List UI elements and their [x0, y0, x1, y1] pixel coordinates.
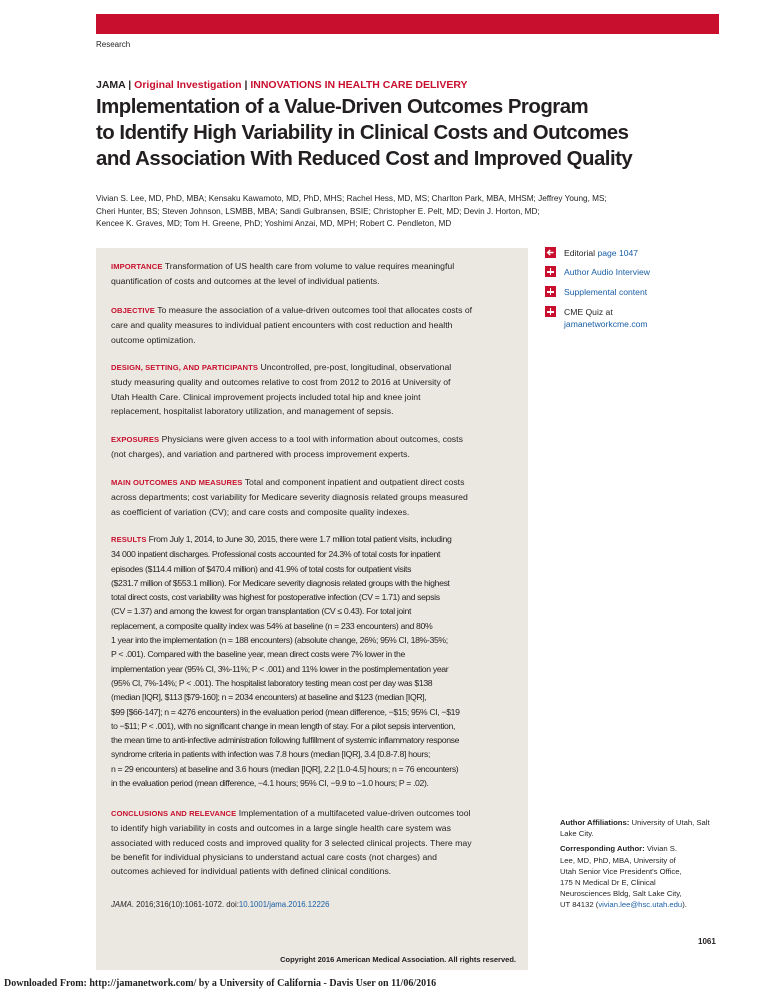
article-type[interactable]: Original Investigation — [134, 79, 242, 91]
abstract-results: RESULTS From July 1, 2014, to June 30, 2015, there were 1.7 million total patient visits, including 34 000 inpatient discharges. Professional costs accounted for 24.3% of total costs for inpatient episodes ($114.4 million of $470.4 million) and 41.9% of total costs for outpatient visits ($231.7 million of $553.1 million). For Medicare severity diagnosis related groups with the highest total direct costs, cost variability was highest for postoperative infection (CV = 1.71) and sepsis (CV = 1.37) and among the lowest for organ transplantation (CV ≤ 0.43). For total joint replacement, a composite quality index was 54% at baseline (n = 233 encounters) and 80% 1 year into the implementation (n = 188 encounters) (absolute change, 26%; 95% CI, 18%-35%; P < .001). Compared with the baseline year, mean direct costs were 7% lower in the implementation year (95% CI, 3%-11%; P < .001) and 11% lower in the postimplementation year (95% CI, 7%-14%; P < .001). The hospitalist laboratory testing mean cost per day was $138 (median [IQR], $113 [$79-160]; n = 2034 encounters) at baseline and $123 (median [IQR], $99 [$66-147]; n = 4276 encounters) in the evaluation period (mean difference, −$15; 95% CI, −$19 to −$11; P < .001), with no significant change in mean length of stay. For a pilot sepsis intervention, the mean time to anti-infective administration following fulfillment of systemic inflammatory response syndrome criteria in patients with infection was 7.8 hours (median [IQR], 3.4 [0.8-7.8] hours; n = 29 encounters) at baseline and 3.6 hours (median [IQR], 2.2 [1.0-4.5] hours; n = 76 encounters) in the evaluation period (mean difference, −4.1 hours; 95% CI, −9.9 to −1.0 hours; P = .02). — [111, 534, 460, 789]
abstract-conclusions: CONCLUSIONS AND RELEVANCE Implementation of a multifaceted value-driven outcomes tool to identify high variability in costs and outcomes in a large single health care system was associated with reduced costs and improved quality for 3 selected clinical projects. There may be benefit for individual physicians to understand actual care costs (not charges) and outcomes achieved for individual patients with defined clinical conditions. — [111, 808, 472, 877]
plus-icon — [545, 286, 556, 297]
section-heading: EXPOSURES — [111, 435, 160, 444]
abstract-main-outcomes: MAIN OUTCOMES AND MEASURES Total and component inpatient and outpatient direct costs across departments; cost variability for Medicare severity diagnosis related groups measured as coefficient of variation (CV); and care costs and composite quality indexes. — [111, 477, 468, 517]
author-list: Vivian S. Lee, MD, PhD, MBA; Kensaku Kawamoto, MD, PhD, MHS; Rachel Hess, MD, MS; Charlton Park, MBA, MHSM; Jeffrey Young, MS; Cheri Hunter, BS; Steven Johnson, LSMBB, MBA; Sandi Gulbransen, BSIE; Christopher E. Pelt, MD; Devin J. Horton, MD; Kencee K. Graves, MD; Tom H. Greene, PhD; Yoshimi Anzai, MD, MPH; Robert C. Pendleton, MD — [96, 194, 607, 228]
series-label[interactable]: INNOVATIONS IN HEALTH CARE DELIVERY — [250, 79, 468, 91]
page-number: 1061 — [698, 937, 716, 946]
abstract-importance: IMPORTANCE Transformation of US health care from volume to value requires meaningful quantification of costs and outcomes at the level of individual patients. — [111, 261, 455, 287]
abstract-exposures: EXPOSURES Physicians were given access to a tool with information about outcomes, costs (not charges), and variation and partnered with process improvement experts. — [111, 434, 463, 460]
section-heading: RESULTS — [111, 535, 147, 544]
journal-header-bar — [96, 14, 719, 34]
article-citation: JAMA. 2016;316(10):1061-1072. doi:10.1001/jama.2016.12226 — [111, 900, 330, 909]
doi-link[interactable]: 10.1001/jama.2016.12226 — [238, 900, 330, 909]
section-label: Research — [96, 40, 131, 49]
email-link[interactable]: vivian.lee@hsc.utah.edu — [598, 900, 683, 910]
plus-icon — [545, 306, 556, 317]
section-heading: IMPORTANCE — [111, 262, 163, 271]
download-watermark: Downloaded From: http://jamanetwork.com/ by a University of California - Davis User on 11/06/2016 — [4, 978, 437, 989]
abstract-design: DESIGN, SETTING, AND PARTICIPANTS Uncontrolled, pre-post, longitudinal, observational study measuring quality and outcomes relative to cost from 2012 to 2016 at University of Utah Health Care. Clinical improvement projects included total hip and knee joint replacement, hospitalist laboratory utilization, and management of sepsis. — [111, 362, 452, 416]
arrow-left-icon — [545, 247, 556, 258]
plus-icon — [545, 266, 556, 277]
author-affiliations: Author Affiliations: University of Utah, Salt Lake City. Corresponding Author: Vivian S. Lee, MD, PhD, MBA, University of Utah Senior Vice President's Office, 175 N Medical Dr E, Clinical Neurosciences Bldg, Salt Lake City, UT 84132 (vivian.lee@hsc.utah.edu). — [560, 817, 720, 915]
copyright-notice: Copyright 2016 American Medical Association. All rights reserved. — [280, 955, 516, 964]
abstract-objective: OBJECTIVE To measure the association of a value-driven outcomes tool that allocates costs of care and quality measures to individual patient encounters with cost reduction and health outcome optimization. — [111, 305, 473, 345]
corresponding-author: Corresponding Author: Vivian S. Lee, MD, PhD, MBA, University of Utah Senior Vice President's Office, 175 N Medical Dr E, Clinical Neurosciences Bldg, Salt Lake City, UT 84132 (vivian.lee@hsc.utah.edu). — [560, 844, 687, 910]
section-heading: CONCLUSIONS AND RELEVANCE — [111, 809, 237, 818]
article-kicker: JAMA | Original Investigation | INNOVATIONS IN HEALTH CARE DELIVERY — [96, 79, 468, 91]
article-title: Implementation of a Value-Driven Outcomes Program to Identify High Variability in Clinical Costs and Outcomes and Association With Reduced Cost and Improved Quality — [96, 96, 633, 170]
section-heading: DESIGN, SETTING, AND PARTICIPANTS — [111, 363, 259, 372]
journal-name: JAMA — [96, 79, 126, 91]
section-heading: MAIN OUTCOMES AND MEASURES — [111, 478, 243, 487]
section-heading: OBJECTIVE — [111, 306, 155, 315]
